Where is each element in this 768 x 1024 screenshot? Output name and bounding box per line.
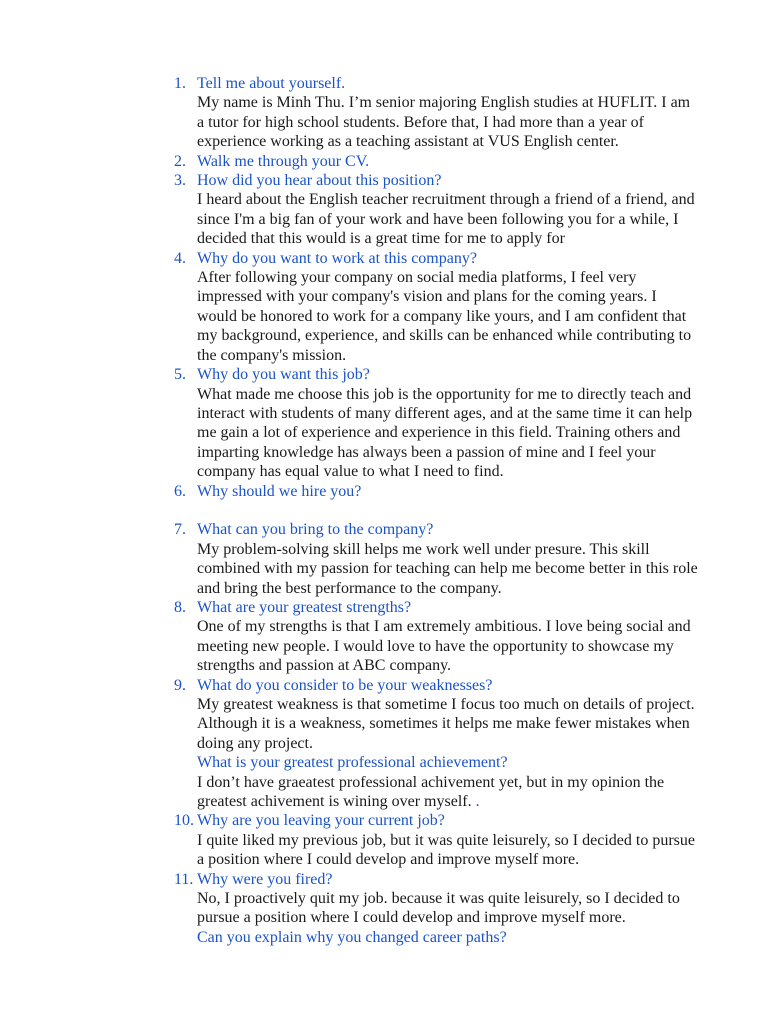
sub-answer-tail: .	[471, 793, 480, 811]
item-number: 2.	[174, 152, 186, 170]
question-text: What can you bring to the company?	[197, 521, 434, 539]
item-number: 5.	[174, 366, 186, 384]
interview-questions-list	[174, 74, 698, 947]
item-number: 1.	[174, 75, 186, 92]
question-text: Why do you want this job?	[197, 366, 370, 384]
question-text: Why are you leaving your current job?	[197, 812, 445, 830]
sub-answer-body: I don’t have graeatest professional achivement yet, but in my opinion the greatest achivement is wining over myself.	[197, 773, 665, 811]
answer-text: My name is Minh Thu. I’m senior majoring English studies at HUFLIT. I am a tutor for high school students. Before that, I had more than a year of experience working as a teaching assistant at VUS English center.	[197, 94, 691, 151]
question-text: Why should we hire you?	[197, 482, 362, 500]
question-text: How did you hear about this position?	[197, 172, 442, 190]
question-text: Why were you fired?	[197, 870, 333, 888]
answer-text: I heard about the English teacher recruitment through a friend of a friend, and since I'm a big fan of your work and have been following you for a while, I decided that this would is a great time for me to apply for	[197, 191, 695, 248]
list-item	[174, 171, 698, 249]
item-number: 4.	[174, 249, 186, 267]
list-item	[174, 811, 698, 869]
question-text: What do you consider to be your weaknesses?	[197, 676, 493, 694]
sub-question-text: What is your greatest professional achievement?	[197, 754, 508, 772]
sub-answer-text	[197, 773, 698, 812]
list-item	[174, 482, 698, 521]
question-text: Why do you want to work at this company?	[197, 249, 477, 267]
item-number: 9.	[174, 676, 186, 694]
list-item	[174, 598, 698, 676]
answer-text: One of my strengths is that I am extremely ambitious. I love being social and meeting new people. I would love to have the opportunity to showcase my strengths and passion at ABC company.	[197, 618, 691, 675]
item-number: 6.	[174, 482, 186, 500]
item-number: 7.	[174, 521, 186, 539]
answer-text: After following your company on social media platforms, I feel very impressed with your company's vision and plans for the coming years. I would be honored to work for a company like yours, and I am confident that my background, experience, and skills can be enhanced while contributing to the company's mission.	[197, 269, 692, 364]
list-item	[174, 249, 698, 365]
answer-text: What made me choose this job is the opportunity for me to directly teach and interact with students of many different ages, and at the same time it can help me gain a lot of experience and experience in this field. Training others and imparting knowledge has always been a passion of mine and I feel your company has equal value to what I need to find.	[197, 385, 693, 481]
answer-text: My greatest weakness is that sometime I focus too much on details of project. Although it is a weakness, sometimes it helps me make fewer mistakes when doing any project.	[197, 695, 695, 752]
answer-text: My problem-solving skill helps me work well under presure. This skill combined with my passion for teaching can help me become better in this role and bring the best performance to the company.	[197, 540, 698, 597]
item-number: 8.	[174, 598, 186, 616]
question-text: What are your greatest strengths?	[197, 598, 412, 616]
question-text: Tell me about yourself.	[197, 75, 346, 92]
item-number: 3.	[174, 172, 186, 190]
list-item	[174, 676, 698, 812]
item-number: 10.	[174, 812, 194, 830]
answer-text: I quite liked my previous job, but it was quite leisurely, so I decided to pursue a position where I could develop and improve myself more.	[197, 831, 695, 869]
sub-question-text: Can you explain why you changed career paths?	[197, 928, 507, 946]
list-item	[174, 365, 698, 481]
list-item	[174, 74, 698, 152]
item-number: 11.	[174, 870, 194, 888]
list-item	[174, 870, 698, 948]
answer-text: No, I proactively quit my job. because it was quite leisurely, so I decided to pursue a position where I could develop and improve myself more.	[197, 890, 680, 927]
question-text: Walk me through your CV.	[197, 152, 370, 170]
empty-answer-line	[197, 501, 698, 520]
list-item	[174, 520, 698, 598]
list-item	[174, 152, 698, 171]
